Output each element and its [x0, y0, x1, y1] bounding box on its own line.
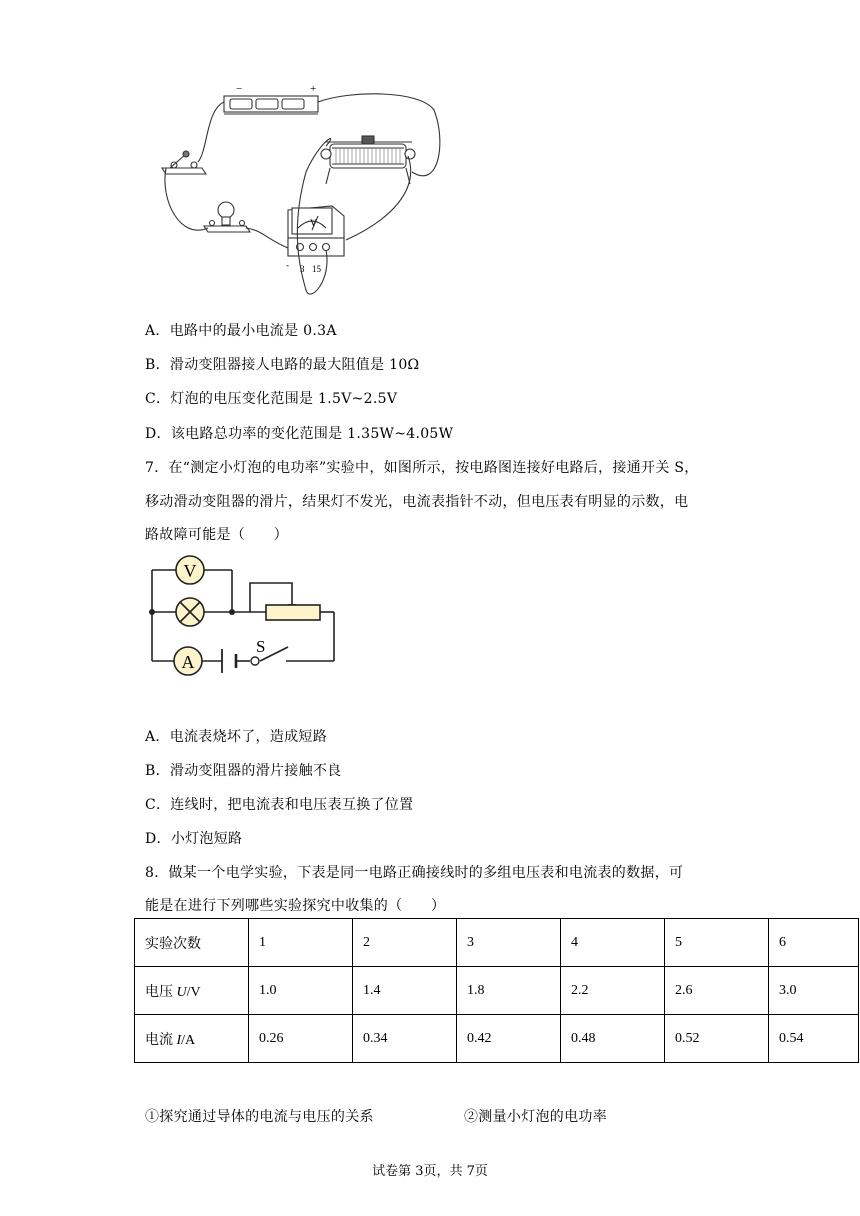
q8-data-table	[134, 918, 859, 1063]
q6-option-c[interactable]: C．灯泡的电压变化范围是 1.5V~2.5V	[145, 391, 398, 407]
header-cell: 实验次数	[135, 919, 249, 967]
trial-cell: 6	[769, 919, 859, 967]
voltage-symbol: U	[176, 984, 187, 1000]
current-cell: 0.26	[249, 1015, 353, 1063]
q7-option-d[interactable]: D．小灯泡短路	[145, 831, 243, 847]
voltage-label-prefix: 电压	[145, 984, 177, 1000]
voltage-cell: 2.6	[665, 967, 769, 1015]
trial-cell: 3	[457, 919, 561, 967]
voltage-cell: 1.0	[249, 967, 353, 1015]
q7-option-b[interactable]: B．滑动变阻器的滑片接触不良	[145, 763, 342, 779]
q7-stem-line-3: 路故障可能是（ ）	[145, 527, 288, 543]
q6-option-b[interactable]: B．滑动变阻器接人电路的最大阻值是 10Ω	[145, 357, 420, 373]
q6-terminal-minus: -	[286, 260, 289, 270]
current-symbol: I	[176, 1032, 182, 1048]
q8-stem-line-2: 能是在进行下列哪些实验探究中收集的（ ）	[145, 898, 446, 914]
q6-battery-plus: +	[310, 83, 317, 95]
q6-circuit-figure	[150, 80, 450, 310]
voltage-cell: 3.0	[769, 967, 859, 1015]
q7-voltmeter-label: V	[183, 561, 197, 581]
voltage-unit: /V	[186, 984, 201, 1000]
q7-option-c[interactable]: C．连线时，把电流表和电压表互换了位置	[145, 797, 414, 813]
current-label-cell	[135, 1015, 249, 1063]
table-row	[135, 919, 859, 967]
trial-cell: 2	[353, 919, 457, 967]
trial-cell: 1	[249, 919, 353, 967]
trial-cell: 5	[665, 919, 769, 967]
q7-stem-line-1: 7．在“测定小灯泡的电功率”实验中，如图所示，按电路图连接好电路后，接通开关 S，	[145, 460, 699, 476]
q6-option-d[interactable]: D．该电路总功率的变化范围是 1.35W~4.05W	[145, 426, 454, 442]
q6-option-a[interactable]: A．电路中的最小电流是 0.3A	[145, 323, 337, 339]
current-cell: 0.52	[665, 1015, 769, 1063]
table-row	[135, 1015, 859, 1063]
current-cell: 0.48	[561, 1015, 665, 1063]
current-cell: 0.34	[353, 1015, 457, 1063]
current-cell: 0.54	[769, 1015, 859, 1063]
trial-cell: 4	[561, 919, 665, 967]
current-unit: /A	[181, 1032, 196, 1048]
table-row	[135, 967, 859, 1015]
current-cell: 0.42	[457, 1015, 561, 1063]
q7-circuit-diagram	[140, 548, 350, 688]
current-label-prefix: 电流	[145, 1032, 177, 1048]
q7-option-a[interactable]: A．电流表烧坏了，造成短路	[145, 729, 328, 745]
voltage-label-cell	[135, 967, 249, 1015]
q8-choice-1[interactable]: ①探究通过导体的电流与电压的关系	[145, 1109, 374, 1125]
page-footer: 试卷第 3页，共 7页	[372, 1164, 488, 1179]
q8-choice-2[interactable]: ②测量小灯泡的电功率	[464, 1109, 607, 1125]
voltage-cell: 1.4	[353, 967, 457, 1015]
q8-stem-line-1: 8．做某一个电学实验，下表是同一电路正确接线时的多组电压表和电流表的数据，可	[145, 865, 684, 881]
q7-stem-line-2: 移动滑动变阻器的滑片，结果灯不发光，电流表指针不动，但电压表有明显的示数，电	[145, 494, 689, 510]
q6-meter-letter: V	[310, 218, 317, 228]
voltage-cell: 1.8	[457, 967, 561, 1015]
q6-terminal-15: 15	[312, 264, 321, 274]
voltage-cell: 2.2	[561, 967, 665, 1015]
q7-switch-label: S	[256, 637, 266, 656]
q7-ammeter-label: A	[181, 652, 195, 672]
q6-terminal-3: 3	[300, 264, 305, 274]
q6-battery-minus: −	[236, 83, 243, 95]
